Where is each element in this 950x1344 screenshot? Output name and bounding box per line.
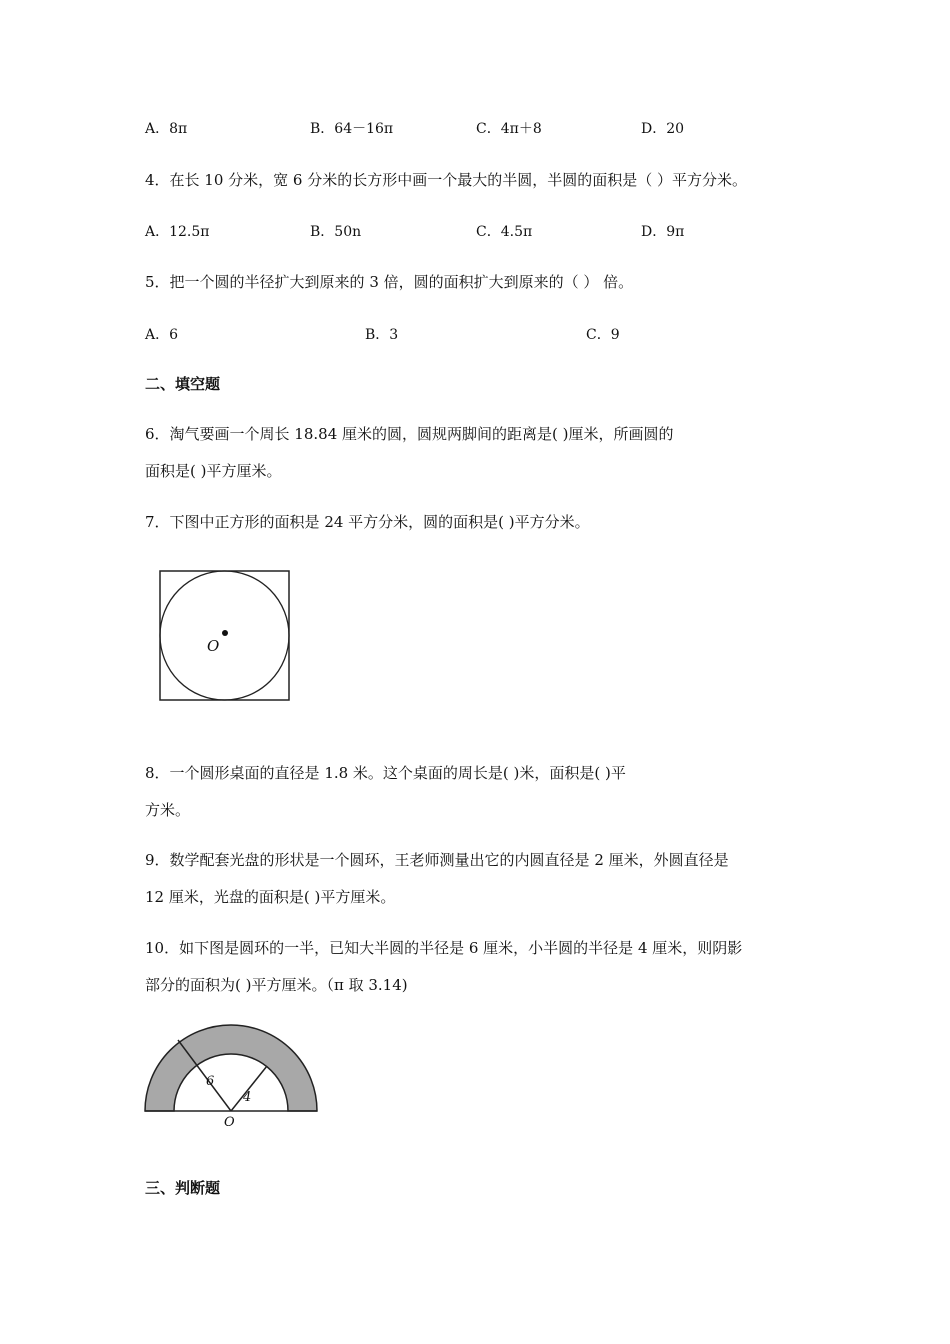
center-label: O: [224, 1115, 235, 1128]
center-dot: [222, 630, 228, 636]
q8-line-1: 8．一个圆形桌面的直径是 1.8 米。这个桌面的周长是( )米，面积是( )平: [145, 764, 626, 782]
inner-radius-label: 4: [243, 1090, 252, 1105]
outer-radius-label: 6: [206, 1074, 215, 1089]
q10-line-1: 10．如下图是圆环的一半，已知大半圆的半径是 6 厘米，小半圆的半径是 4 厘米，则阴影: [145, 939, 743, 957]
q5-option-b: B．3: [365, 327, 399, 343]
q3-option-b: B．64－16π: [310, 121, 394, 137]
shaded-half-ring: [145, 1025, 317, 1111]
q6-line-1: 6．淘气要画一个周长 18.84 厘米的圆，圆规两脚间的距离是( )厘米，所画圆的: [145, 425, 674, 443]
q10-line-2: 部分的面积为( )平方厘米。（π 取 3.14): [145, 976, 408, 994]
q8-line-2: 方米。: [145, 801, 191, 819]
q4-option-c: C．4.5π: [476, 224, 533, 240]
q9-line-1: 9．数学配套光盘的形状是一个圆环，王老师测量出它的内圆直径是 2 厘米，外圆直径是: [145, 851, 729, 869]
q5-option-a: A．6: [145, 327, 179, 343]
q6-line-2: 面积是( )平方厘米。: [145, 462, 282, 480]
q4-option-d: D．9π: [641, 224, 685, 240]
q7-square-circle-figure: [155, 565, 295, 705]
q10-half-annulus-figure: [140, 1018, 325, 1128]
section-heading-fill-blank: 二、填空题: [145, 375, 221, 393]
center-label: O: [207, 637, 220, 655]
q4-option-a: A．12.5π: [145, 224, 210, 240]
q4-text: 4．在长 10 分米，宽 6 分米的长方形中画一个最大的半圆，半圆的面积是（ ）平方分米。: [145, 171, 748, 189]
q5-option-c: C．9: [586, 327, 620, 343]
q5-text: 5．把一个圆的半径扩大到原来的 3 倍，圆的面积扩大到原来的（ ） 倍。: [145, 273, 634, 291]
q4-option-b: B．50n: [310, 224, 362, 240]
q3-option-d: D．20: [641, 121, 685, 137]
section-heading-judgement: 三、判断题: [145, 1179, 221, 1197]
q3-option-a: A．8π: [145, 121, 188, 137]
q9-line-2: 12 厘米，光盘的面积是( )平方厘米。: [145, 888, 396, 906]
q7-text: 7．下图中正方形的面积是 24 平方分米，圆的面积是( )平方分米。: [145, 513, 590, 531]
q3-option-c: C．4π＋8: [476, 121, 542, 137]
